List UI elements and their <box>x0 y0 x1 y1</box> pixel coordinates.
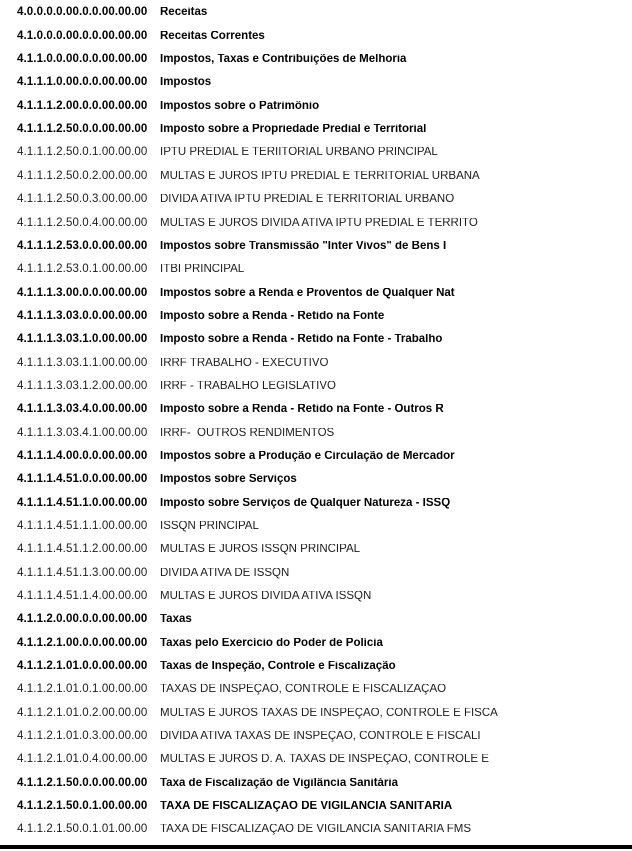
account-description: MULTAS E JUROS DIVIDA ATIVA ISSQN <box>160 591 372 603</box>
account-description: Imposto sobre a Propriedade Predial e Territorial <box>160 124 427 136</box>
table-row <box>0 258 632 281</box>
table-row <box>0 819 632 842</box>
account-code: 4.1.1.1.0.00.0.0.00.00.00 <box>17 76 148 89</box>
account-code: 4.1.1.1.3.03.4.0.00.00.00 <box>17 403 148 416</box>
table-row <box>0 515 632 538</box>
account-description: DIVIDA ATIVA TAXAS DE INSPEÇÃO, CONTROLE E FISCALI <box>160 731 481 743</box>
table-row <box>0 678 632 701</box>
account-description: MULTAS E JUROS DIVIDA ATIVA IPTU PREDIAL E TERRITO <box>160 217 478 229</box>
account-description: Imposto sobre Serviços de Qualquer Natureza - ISSQ <box>160 497 451 509</box>
table-row <box>0 48 632 71</box>
account-description: Impostos sobre Transmissão "Inter Vivos" de Bens I <box>160 240 447 252</box>
table-row <box>0 585 632 608</box>
account-description: ITBI PRINCIPAL <box>160 264 245 276</box>
table-row <box>0 725 632 748</box>
account-code: 4.0.0.0.0.00.0.0.00.00.00 <box>17 6 148 19</box>
account-description: DIVIDA ATIVA IPTU PREDIAL E TERRITORIAL URBANO <box>160 194 455 206</box>
account-code: 4.1.1.1.2.53.0.1.00.00.00 <box>17 263 148 276</box>
account-code: 4.1.0.0.0.00.0.0.00.00.00 <box>17 29 148 42</box>
account-code: 4.1.1.2.1.00.0.0.00.00.00 <box>17 636 148 649</box>
account-description: Imposto sobre a Renda - Retido na Fonte <box>160 310 385 322</box>
table-row <box>0 655 632 678</box>
table-row <box>0 608 632 631</box>
account-description: MULTAS E JUROS IPTU PREDIAL E TERRITORIAL URBANA <box>160 170 480 182</box>
table-row <box>0 165 632 188</box>
account-description: TAXA DE FISCALIZAÇÃO DE VIGILÂNCIA SANITÁRIA FMS <box>160 824 471 836</box>
account-code: 4.1.1.1.4.51.1.1.00.00.00 <box>17 519 148 532</box>
account-code: 4.1.1.1.3.00.0.0.00.00.00 <box>17 286 148 299</box>
table-row <box>0 118 632 141</box>
table-row <box>0 25 632 48</box>
account-code: 4.1.1.1.3.03.4.1.00.00.00 <box>17 426 148 439</box>
table-row <box>0 795 632 818</box>
account-code: 4.1.1.2.1.01.0.1.00.00.00 <box>17 683 148 696</box>
account-code: 4.1.1.2.1.01.0.4.00.00.00 <box>17 753 148 766</box>
account-code: 4.1.1.1.2.50.0.2.00.00.00 <box>17 169 148 182</box>
account-description: Taxas de Inspeção, Controle e Fiscalização <box>160 661 396 673</box>
table-row <box>0 2 632 25</box>
account-description: ISSQN PRINCIPAL <box>160 520 259 532</box>
account-code: 4.1.1.1.4.51.1.3.00.00.00 <box>17 566 148 579</box>
table-row <box>0 772 632 795</box>
table-row <box>0 72 632 95</box>
table-row <box>0 282 632 305</box>
table-row <box>0 562 632 585</box>
table-row <box>0 422 632 445</box>
table-row <box>0 95 632 118</box>
account-description: Impostos sobre Serviços <box>160 474 297 486</box>
table-row <box>0 375 632 398</box>
account-code: 4.1.1.1.3.03.1.0.00.00.00 <box>17 333 148 346</box>
account-code: 4.1.1.2.1.50.0.0.00.00.00 <box>17 776 148 789</box>
account-code: 4.1.1.2.1.01.0.0.00.00.00 <box>17 660 148 673</box>
account-code: 4.1.1.1.2.50.0.3.00.00.00 <box>17 193 148 206</box>
account-description: Imposto sobre a Renda - Retido na Fonte - Outros R <box>160 404 444 416</box>
account-description: IPTU PREDIAL E TERIITORIAL URBANO PRINCIPAL <box>160 147 438 159</box>
account-code: 4.1.1.1.4.00.0.0.00.00.00 <box>17 449 148 462</box>
table-row <box>0 538 632 561</box>
account-description: MULTAS E JUROS D. A. TAXAS DE INSPEÇÃO, CONTROLE E <box>160 754 489 766</box>
account-code: 4.1.1.1.4.51.1.4.00.00.00 <box>17 590 148 603</box>
account-description: Impostos sobre a Produção e Circulação de Mercador <box>160 450 455 462</box>
account-code: 4.1.1.1.2.50.0.1.00.00.00 <box>17 146 148 159</box>
account-code: 4.1.1.1.4.51.1.0.00.00.00 <box>17 496 148 509</box>
account-description: Taxas pelo Exercício do Poder de Polícia <box>160 637 383 649</box>
account-code: 4.1.1.1.2.50.0.0.00.00.00 <box>17 123 148 136</box>
account-description: TAXA DE FISCALIZAÇÃO DE VIGILANCIA SANITÁRIA <box>160 801 453 813</box>
account-description: IRRF - TRABALHO LEGISLATIVO <box>160 380 336 392</box>
account-description: Taxa de Fiscalização de Vigilância Sanitária <box>160 777 398 789</box>
account-description: IRRF TRABALHO - EXECUTIVO <box>160 357 329 369</box>
account-code: 4.1.1.1.3.03.0.0.00.00.00 <box>17 309 148 322</box>
account-code: 4.1.1.0.0.00.0.0.00.00.00 <box>17 53 148 66</box>
account-code: 4.1.1.1.2.50.0.4.00.00.00 <box>17 216 148 229</box>
account-description: Impostos, Taxas e Contribuições de Melhoria <box>160 54 407 66</box>
account-description: TAXAS DE INSPEÇÃO, CONTROLE E FISCALIZAÇÃO <box>160 684 447 696</box>
account-code: 4.1.1.1.4.51.1.2.00.00.00 <box>17 543 148 556</box>
account-description: MULTAS E JUROS ISSQN PRINCIPAL <box>160 544 361 556</box>
account-description: Impostos sobre o Patrimônio <box>160 100 320 112</box>
account-description: Receitas <box>160 7 208 19</box>
account-code-list <box>0 2 632 842</box>
table-row <box>0 212 632 235</box>
table-row <box>0 468 632 491</box>
bottom-divider <box>0 845 632 849</box>
table-row <box>0 749 632 772</box>
account-code: 4.1.1.1.3.03.1.2.00.00.00 <box>17 379 148 392</box>
table-row <box>0 702 632 725</box>
account-code: 4.1.1.2.1.01.0.2.00.00.00 <box>17 706 148 719</box>
table-row <box>0 632 632 655</box>
account-description: IRRF- OUTROS RENDIMENTOS <box>160 427 335 439</box>
table-row <box>0 328 632 351</box>
account-code: 4.1.1.2.1.50.0.1.01.00.00 <box>17 823 148 836</box>
table-row <box>0 398 632 421</box>
account-description: Impostos <box>160 77 212 89</box>
table-row <box>0 352 632 375</box>
account-code: 4.1.1.1.2.00.0.0.00.00.00 <box>17 99 148 112</box>
account-description: DIVIDA ATIVA DE ISSQN <box>160 567 290 579</box>
table-row <box>0 305 632 328</box>
account-description: Taxas <box>160 614 192 626</box>
account-code: 4.1.1.1.3.03.1.1.00.00.00 <box>17 356 148 369</box>
account-description: Imposto sobre a Renda - Retido na Fonte - Trabalho <box>160 334 443 346</box>
table-row <box>0 188 632 211</box>
table-row <box>0 445 632 468</box>
account-code: 4.1.1.1.4.51.0.0.00.00.00 <box>17 473 148 486</box>
account-description: Impostos sobre a Renda e Proventos de Qualquer Nat <box>160 287 455 299</box>
table-row <box>0 492 632 515</box>
table-row <box>0 142 632 165</box>
account-code: 4.1.1.1.2.53.0.0.00.00.00 <box>17 239 148 252</box>
account-description: MULTAS E JUROS TAXAS DE INSPEÇÃO, CONTROLE E FISCA <box>160 707 498 719</box>
table-row <box>0 235 632 258</box>
account-code: 4.1.1.2.1.50.0.1.00.00.00 <box>17 800 148 813</box>
account-description: Receitas Correntes <box>160 30 265 42</box>
account-code: 4.1.1.2.0.00.0.0.00.00.00 <box>17 613 148 626</box>
account-code: 4.1.1.2.1.01.0.3.00.00.00 <box>17 730 148 743</box>
